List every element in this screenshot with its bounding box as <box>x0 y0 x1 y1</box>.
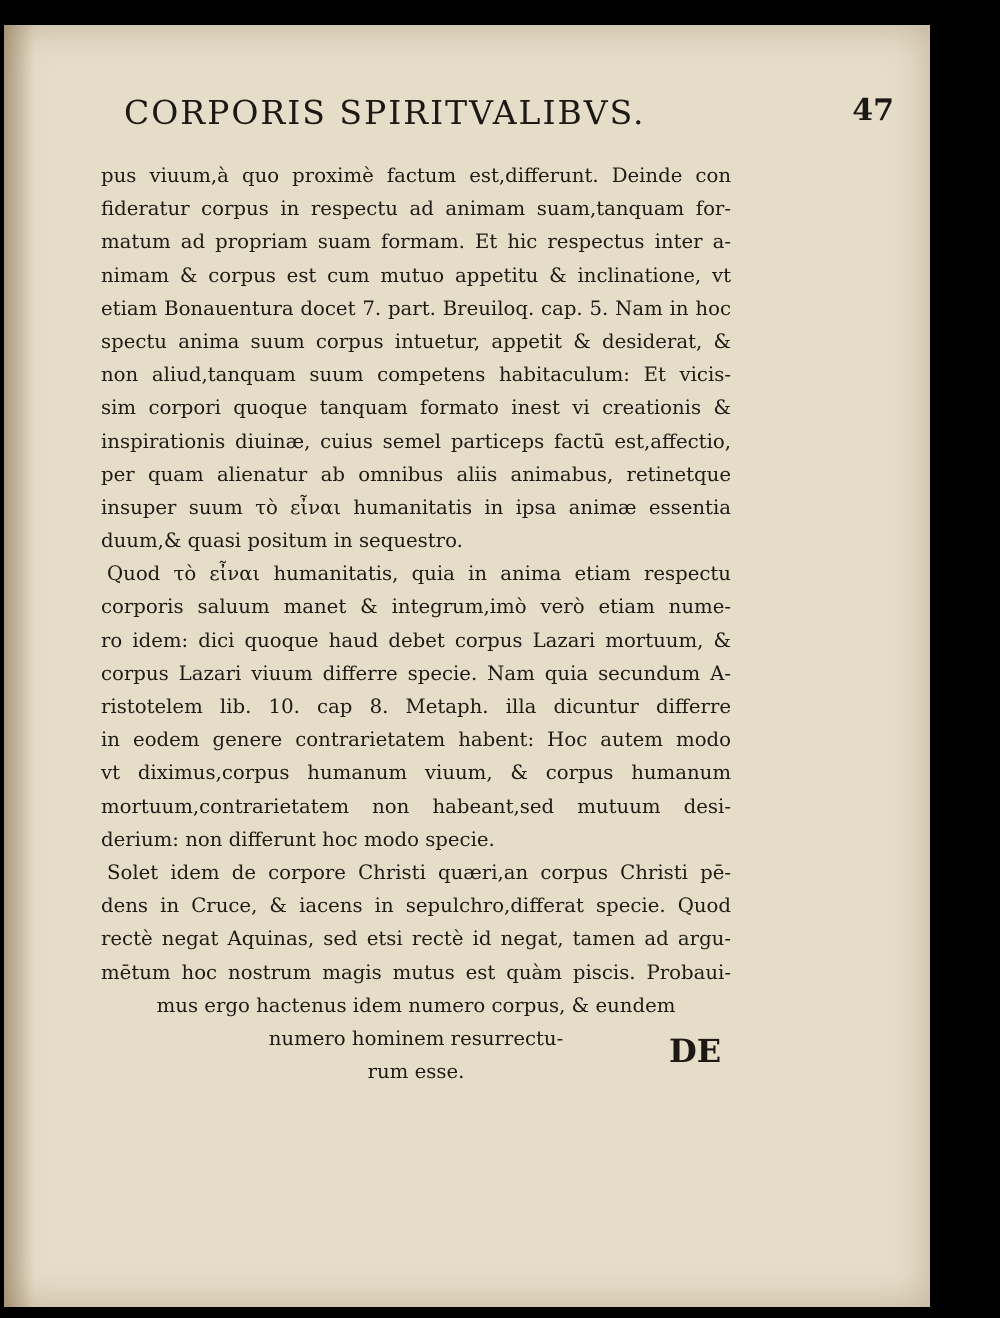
text-line: spectu anima suum corpus intuetur, appetit & desiderat, & <box>101 329 731 353</box>
running-head <box>124 93 894 141</box>
text-line: in eodem genere contrarietatem habent: Hoc autem modo <box>101 728 731 752</box>
text-line: non aliud,tanquam suum competens habitaculum: Et vicis- <box>101 363 731 387</box>
page-gutter-shadow <box>4 25 34 1307</box>
text-line: mētum hoc nostrum magis mutus est quàm piscis. Probaui- <box>101 960 731 984</box>
text-line: pus viuum,à quo proximè factum est,differunt. Deinde con <box>101 164 731 187</box>
text-line: rum esse. <box>367 1060 465 1084</box>
text-line: matum ad propriam suam formam. Et hic respectus inter a- <box>101 230 731 254</box>
text-line: mortuum,contrarietatem non habeant,sed mutuum desi- <box>101 794 731 818</box>
text-line: per quam alienatur ab omnibus aliis animabus, retinetque <box>101 462 731 486</box>
text-line: rectè negat Aquinas, sed etsi rectè id negat, tamen ad argu- <box>101 927 731 951</box>
text-line: sim corpori quoque tanquam formato inest vi creationis & <box>101 396 731 420</box>
text-line: fideratur corpus in respectu ad animam suam,tanquam for- <box>101 197 731 221</box>
running-title: CORPORIS SPIRITVALIBVS. <box>124 93 646 132</box>
text-line: insuper suum τὸ εἶναι humanitatis in ipsa animæ essentia <box>101 495 731 519</box>
body-text <box>101 159 731 1088</box>
book-page <box>4 25 930 1307</box>
text-line: corpus Lazari viuum differre specie. Nam quia secundum A- <box>101 661 731 685</box>
text-line: duum,& quasi positum in sequestro. <box>101 529 463 553</box>
text-line: ro idem: dici quoque haud debet corpus Lazari mortuum, & <box>101 628 731 652</box>
text-line: dens in Cruce, & iacens in sepulchro,differat specie. Quod <box>101 894 731 918</box>
text-line: inspirationis diuinæ, cuius semel particeps factū est,affectio, <box>101 429 731 453</box>
text-line: etiam Bonauentura docet 7. part. Breuiloq. cap. 5. Nam in hoc <box>101 296 731 320</box>
text-line: nimam & corpus est cum mutuo appetitu & inclinatione, vt <box>101 263 731 287</box>
text-line: corporis saluum manet & integrum,imò verò etiam nume- <box>101 595 731 619</box>
text-line: Quod τὸ εἶναι humanitatis, quia in anima etiam respectu <box>107 562 731 586</box>
text-line: ristotelem lib. 10. cap 8. Metaph. illa dicuntur differre <box>101 695 731 718</box>
catchword: DE <box>669 1032 722 1070</box>
page-number: 47 <box>852 93 894 128</box>
text-line: mus ergo hactenus idem numero corpus, & eundem <box>156 993 676 1017</box>
text-line: vt diximus,corpus humanum viuum, & corpus humanum <box>101 761 731 785</box>
text-line: derium: non differunt hoc modo specie. <box>101 827 495 851</box>
text-line: Solet idem de corpore Christi quæri,an corpus Christi pē- <box>107 860 731 884</box>
text-line: numero hominem resurrectu- <box>268 1026 564 1050</box>
